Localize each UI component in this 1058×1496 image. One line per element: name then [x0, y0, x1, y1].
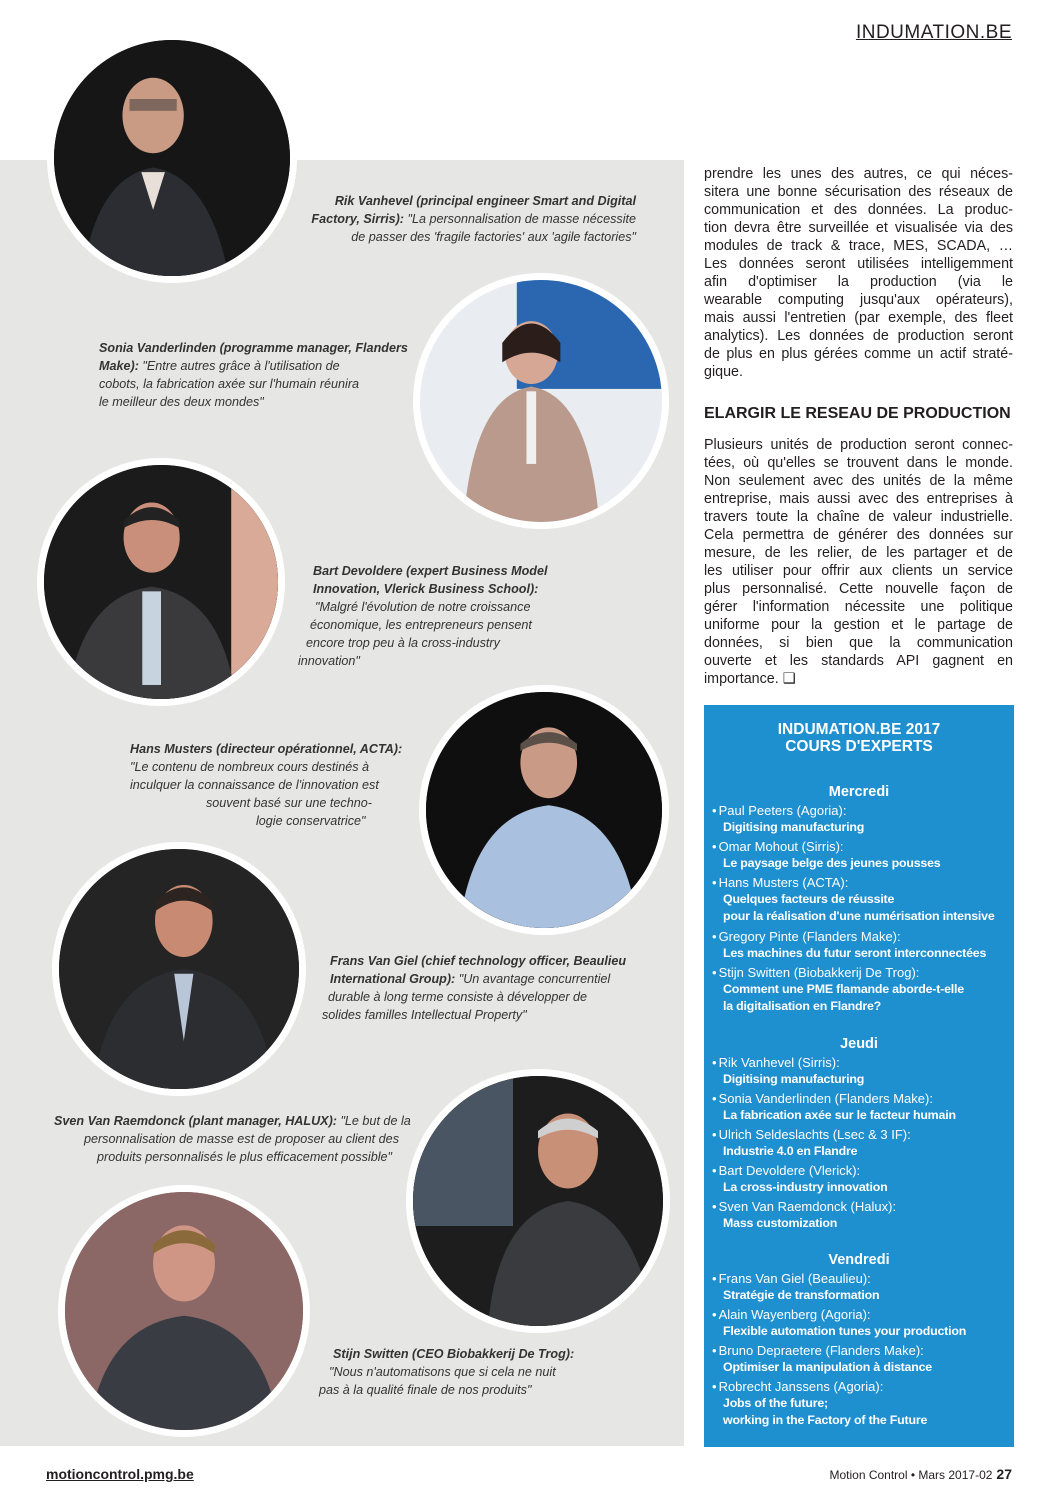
text-line: modules de track & trace, MES, SCADA, …: [704, 238, 1013, 254]
text-line: wearable computing jusqu'aux opérateurs),: [704, 292, 1013, 308]
article-paragraph-1: [704, 165, 1013, 381]
program-entry: [712, 1162, 887, 1196]
talk-title: Jobs of the future;: [723, 1396, 828, 1410]
text-line: uniforme pour la gestion et le partage de: [704, 617, 1013, 633]
caption-quote: "Entre autres grâce à l'utilisation de: [138, 359, 340, 373]
program-entry: [712, 964, 964, 1015]
program-entry: [712, 1378, 927, 1429]
caption-quote: cobots, la fabrication axée sur l'humain réunira: [99, 377, 360, 391]
caption-name: Factory, Sirris):: [311, 212, 404, 226]
caption-name: Rik Vanhevel (principal engineer Smart and Digital: [334, 194, 636, 208]
talk-title: Le paysage belge des jeunes pousses: [723, 856, 941, 870]
talk-title: Flexible automation tunes your production: [723, 1324, 967, 1338]
caption-name: Innovation, Vlerick Business School):: [313, 582, 539, 596]
caption-quote: logie conservatrice": [256, 814, 366, 828]
day-heading: Vendredi: [828, 1252, 890, 1268]
talk-title: la digitalisation en Flandre?: [723, 999, 882, 1013]
text-line: tion devra être surveillée et visualisée via des: [704, 220, 1013, 236]
text-line: mesure, de les relier, de les partager et de: [704, 545, 1013, 561]
text-line: mais aussi l'entretien (par exemple, des fleet: [704, 310, 1013, 326]
footer-url-link[interactable]: motioncontrol.pmg.be: [46, 1466, 194, 1482]
speaker: • Alain Wayenberg (Agoria):: [712, 1307, 871, 1322]
program-entry: [712, 802, 864, 836]
speaker: • Ulrich Seldeslachts (Lsec & 3 IF):: [712, 1127, 911, 1142]
program-entry: [712, 1054, 864, 1088]
talk-title: Digitising manufacturing: [723, 1072, 865, 1086]
text-line: Cela permettra de générer des données sur: [704, 527, 1013, 543]
text-line: plus personnalisé. Cette nouvelle façon de: [704, 581, 1013, 597]
speaker: • Sonia Vanderlinden (Flanders Make):: [712, 1091, 933, 1106]
day-heading: Jeudi: [840, 1036, 878, 1052]
program-entry: [712, 838, 941, 872]
text-line: gérer l'information nécessite une politique: [704, 599, 1013, 615]
caption-sonia-vanderlinden: [99, 339, 409, 411]
talk-title: Optimiser la manipulation à distance: [723, 1360, 933, 1374]
text-line: Les données seront utilisées intelligemment: [704, 256, 1013, 272]
caption-name: Bart Devoldere (expert Business Model: [313, 564, 548, 578]
talk-title: Comment une PME flamande aborde-t-elle: [723, 982, 964, 996]
caption-quote: "Un avantage concurrentiel: [455, 972, 611, 986]
text-line: sitera une bonne sécurisation des réseaux de: [704, 184, 1013, 200]
box-title: INDUMATION.BE 2017: [777, 721, 941, 738]
caption-quote: pas à la qualité finale de nos produits": [319, 1383, 532, 1397]
text-line: travers toute la chaîne de valeur industrielle.: [704, 509, 1013, 525]
caption-quote: souvent basé sur une techno-: [206, 796, 372, 810]
caption-rik-vanhevel: [306, 192, 636, 246]
caption-quote: durable à long terme consiste à développer de: [328, 990, 588, 1004]
portrait-bart-devoldere: [37, 458, 285, 706]
talk-title: working in the Factory of the Future: [723, 1413, 928, 1427]
text-line: analytics). Les données de production seront: [704, 328, 1013, 344]
caption-quote: produits personnalisés le plus efficacement possible": [97, 1150, 392, 1164]
talk-title: La cross-industry innovation: [723, 1180, 888, 1194]
caption-quote: de passer des 'fragile factories' aux 'agile factories": [351, 230, 636, 244]
text-line: afin d'optimiser la production (via le: [704, 274, 1013, 290]
program-entry: [712, 1126, 911, 1160]
portrait-rik-vanhevel: [47, 33, 297, 283]
talk-title: Quelques facteurs de réussite: [723, 892, 895, 906]
caption-quote: "Le but de la: [336, 1114, 411, 1128]
issue-label: Motion Control • Mars 2017-02: [829, 1468, 993, 1482]
caption-quote: innovation": [298, 654, 360, 668]
caption-quote: personnalisation de masse est de proposer au client des: [83, 1132, 399, 1146]
caption-bart-devoldere: [298, 562, 548, 670]
program-entry: [712, 928, 986, 962]
program-entry: [712, 1306, 966, 1340]
speaker: • Rik Vanhevel (Sirris):: [712, 1055, 840, 1070]
portrait-stijn-switten: [58, 1185, 310, 1437]
caption-name: Frans Van Giel (chief technology officer, Beaulieu: [330, 954, 627, 968]
caption-quote: le meilleur des deux mondes": [99, 395, 264, 409]
portrait-hans-musters: [419, 685, 669, 935]
text-line: Non seulement avec des unités de la même: [704, 473, 1013, 489]
program-entry: [712, 1198, 896, 1232]
caption-quote: "Le contenu de nombreux cours destinés à: [130, 760, 370, 774]
text-line: les utiliser pour offrir aux clients un service: [704, 563, 1013, 579]
caption-quote: économique, les entrepreneurs pensent: [310, 618, 532, 632]
text-line: tées, où qu'elles se trouvent dans le monde.: [704, 455, 1013, 471]
talk-title: Stratégie de transformation: [723, 1288, 880, 1302]
speaker: • Sven Van Raemdonck (Halux):: [712, 1199, 896, 1214]
text-line: communication et des données. La produc-: [704, 202, 1013, 218]
speaker: • Frans Van Giel (Beaulieu):: [712, 1271, 871, 1286]
program-entry: [712, 1090, 956, 1124]
speaker: • Stijn Switten (Biobakkerij De Trog):: [712, 965, 919, 980]
speaker: • Paul Peeters (Agoria):: [712, 803, 846, 818]
footer-issue-info: [829, 1466, 1012, 1482]
portrait-sonia-vanderlinden: [413, 273, 669, 529]
text-line: données, si bien que la communication: [704, 635, 1013, 651]
text-line: [704, 670, 1013, 688]
speaker: • Bruno Depraetere (Flanders Make):: [712, 1343, 924, 1358]
article-paragraph-2: [704, 436, 1013, 688]
talk-title: Mass customization: [723, 1216, 838, 1230]
caption-quote: "Nous n'automatisons que si cela ne nuit: [329, 1365, 556, 1379]
caption-name: Stijn Switten (CEO Biobakkerij De Trog):: [333, 1347, 575, 1361]
caption-name: International Group):: [330, 972, 456, 986]
caption-sven-van-raemdonck: [54, 1112, 411, 1166]
section-heading: ELARGIR LE RESEAU DE PRODUCTION: [704, 405, 1011, 422]
caption-quote: encore trop peu à la cross-industry: [306, 636, 500, 650]
page-number: 27: [996, 1466, 1012, 1482]
caption-name: Make):: [99, 359, 139, 373]
caption-quote: "Malgré l'évolution de notre croissance: [315, 600, 531, 614]
program-entry: [712, 1342, 932, 1376]
portrait-frans-van-giel: [52, 842, 306, 1096]
expert-courses-box: [704, 705, 1014, 1447]
caption-quote: "La personnalisation de masse nécessite: [404, 212, 636, 226]
text-line: prendre les unes des autres, ce qui néces-: [704, 166, 1013, 182]
caption-name: Sonia Vanderlinden (programme manager, Flanders: [99, 341, 408, 355]
caption-quote: inculquer la connaissance de l'innovation est: [130, 778, 379, 792]
caption-name: Hans Musters (directeur opérationnel, ACTA):: [130, 742, 403, 756]
speaker: • Omar Mohout (Sirris):: [712, 839, 844, 854]
box-subtitle: COURS D'EXPERTS: [785, 738, 933, 755]
portrait-sven-van-raemdonck: [406, 1069, 670, 1333]
caption-name: Sven Van Raemdonck (plant manager, HALUX):: [54, 1114, 337, 1128]
end-mark-icon: ❑: [782, 671, 796, 687]
caption-hans-musters: [130, 740, 403, 830]
caption-frans-van-giel: [322, 952, 627, 1024]
talk-title: pour la réalisation d'une numérisation intensive: [723, 909, 995, 923]
text-line: de plus en plus gérées comme un actif straté-: [704, 346, 1013, 362]
talk-title: Industrie 4.0 en Flandre: [723, 1144, 858, 1158]
program-entry: [712, 874, 995, 925]
talk-title: Les machines du futur seront interconnectées: [723, 946, 987, 960]
caption-quote: solides familles Intellectual Property": [322, 1008, 527, 1022]
text-line: entreprise, mais aussi avec des entreprises à: [704, 491, 1013, 507]
talk-title: La fabrication axée sur le facteur humain: [723, 1108, 956, 1122]
text-line: ouverte et les standards API gagnent en: [704, 653, 1013, 669]
speaker: • Bart Devoldere (Vlerick):: [712, 1163, 860, 1178]
caption-stijn-switten: [319, 1345, 575, 1399]
program-entry: [712, 1270, 879, 1304]
text-fragment: importance.: [704, 671, 779, 687]
day-heading: Mercredi: [828, 784, 890, 800]
site-header-link[interactable]: INDUMATION.BE: [855, 22, 1012, 43]
speaker: • Hans Musters (ACTA):: [712, 875, 848, 890]
speaker: • Robrecht Janssens (Agoria):: [712, 1379, 883, 1394]
talk-title: Digitising manufacturing: [723, 820, 865, 834]
speaker: • Gregory Pinte (Flanders Make):: [712, 929, 901, 944]
text-line: Plusieurs unités de production seront connec-: [704, 437, 1013, 453]
text-line: gique.: [704, 364, 743, 380]
